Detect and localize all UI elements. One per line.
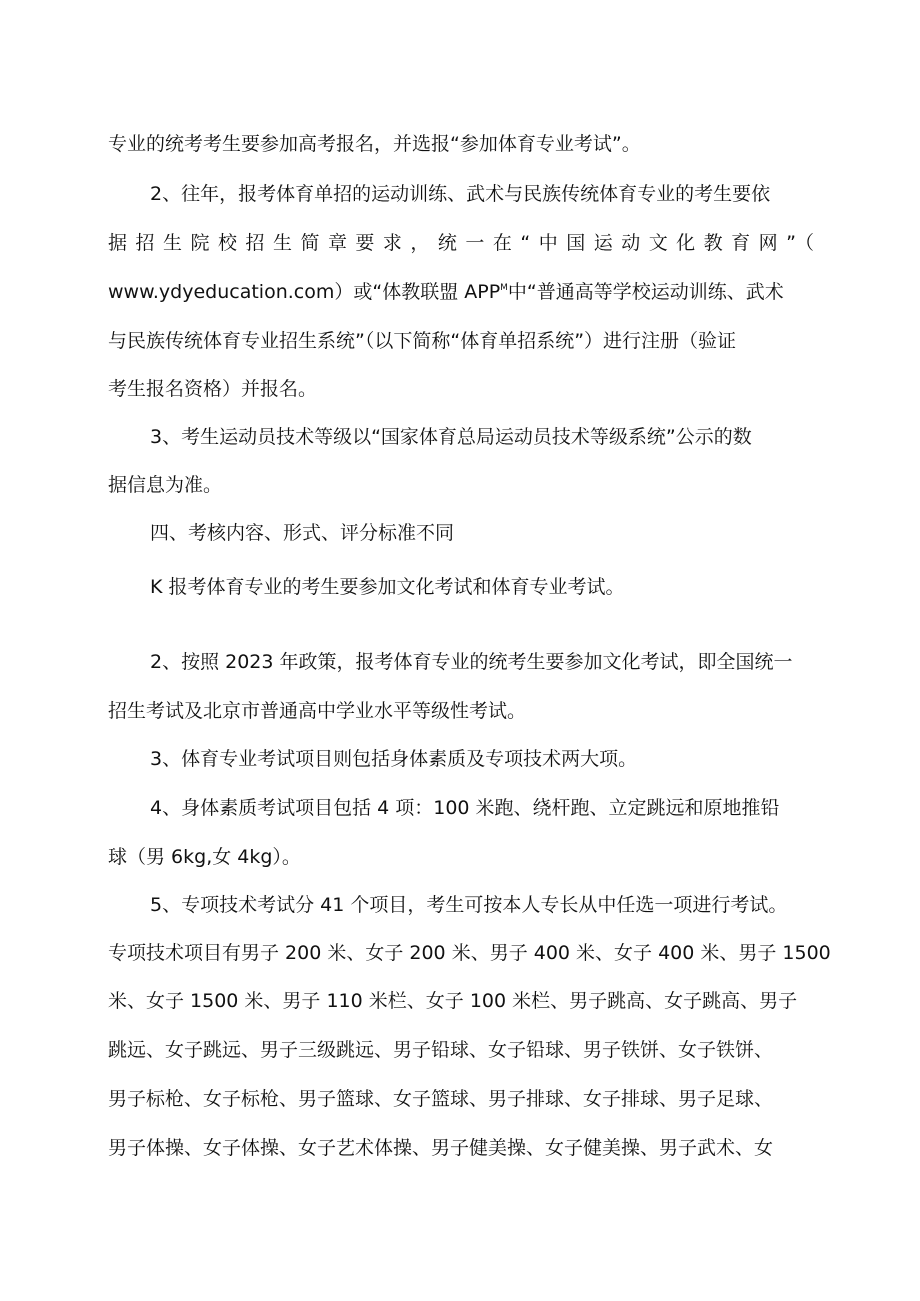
paragraph-line: 招生考试及北京市普通高中学业水平等级性考试。 [108, 700, 527, 722]
paragraph-line: 米、女子 1500 米、男子 110 米栏、女子 100 米栏、男子跳高、女子跳高、男子 [108, 990, 798, 1012]
paragraph-line: 男子体操、女子体操、女子艺术体操、男子健美操、女子健美操、男子武术、女 [108, 1137, 774, 1159]
paragraph-line: 5、专项技术考试分 41 个项目，考生可按本人专长从中任选一项进行考试。 [150, 894, 788, 916]
paragraph-line: 与民族传统体育专业招生系统”（以下简称“体育单招系统”）进行注册（验证 [108, 330, 737, 352]
paragraph-line: 男子标枪、女子标枪、男子篮球、女子篮球、男子排球、女子排球、男子足球、 [108, 1088, 774, 1110]
paragraph-line: 3、体育专业考试项目则包括身体素质及专项技术两大项。 [150, 748, 638, 770]
paragraph-line: 据信息为准。 [108, 474, 223, 496]
section-heading: 四、考核内容、形式、评分标准不同 [150, 522, 455, 544]
paragraph-line: 4、身体素质考试项目包括 4 项：100 米跑、绕杆跑、立定跳远和原地推铅 [150, 797, 780, 819]
paragraph-line: 2、按照 2023 年政策，报考体育专业的统考生要参加文化考试，即全国统一 [150, 651, 793, 673]
paragraph-line: 专项技术项目有男子 200 米、女子 200 米、男子 400 米、女子 400 米、男子 1500 [108, 942, 831, 964]
paragraph-line: 2、往年，报考体育单招的运动训练、武术与民族传统体育专业的考生要依 [150, 183, 771, 205]
paragraph-line: 球（男 6kg,女 4kg）。 [108, 846, 301, 868]
line-segment: www.ydyeducation.com）或“体教联盟 APP [108, 281, 501, 303]
paragraph-line-with-trademark [108, 278, 814, 306]
paragraph-line: K 报考体育专业的考生要参加文化考试和体育专业考试。 [150, 576, 625, 598]
trademark-mark: M [500, 283, 508, 293]
paragraph-line: 考生报名资格）并报名。 [108, 378, 318, 400]
line-segment: 中“普通高等学校运动训练、武术 [507, 281, 784, 303]
paragraph-line: 3、考生运动员技术等级以“国家体育总局运动员技术等级系统”公示的数 [150, 426, 752, 448]
paragraph-line: 据招生院校招生简章要求，统一在“中国运动文化教育网”（ [108, 232, 814, 254]
paragraph-line: 跳远、女子跳远、男子三级跳远、男子铅球、女子铅球、男子铁饼、女子铁饼、 [108, 1039, 774, 1061]
paragraph-line: 专业的统考考生要参加高考报名，并选报“参加体育专业考试”。 [108, 133, 641, 155]
